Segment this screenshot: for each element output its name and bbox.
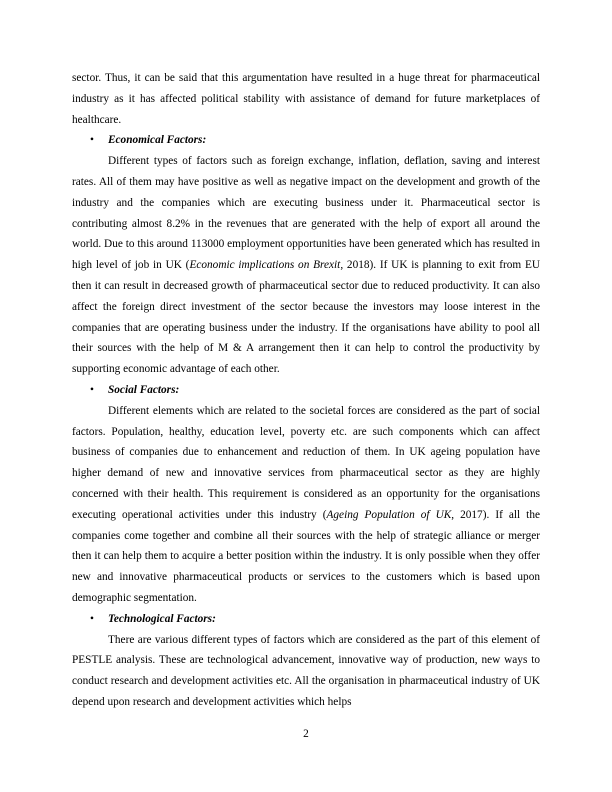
paragraph-text: , 2017). If all the companies come together and combine all their sources with the help of strategic alliance or merger then it can help them to acquire a better position within the industry. It is only possible when they offer new and innovative pharmaceutical products or services to the customers which is based upon demographic segmentation.: [72, 508, 540, 604]
heading-text: Technological Factors:: [108, 612, 216, 625]
paragraph-text: Different elements which are related to the societal forces are considered as the part of social factors. Population, healthy, education level, poverty etc. are such components which can affect business of companies due to enhancement and reduction of them. In UK ageing population have higher demand of new and innovative services from pharmaceutical sector as they are highly concerned with their health. This requirement is considered as an opportunity for the organisations executing operational activities under this industry (: [72, 404, 540, 521]
heading-economical-factors: [72, 130, 540, 151]
citation: Economic implications on Brexit: [189, 259, 341, 272]
paragraph-technological-factors: [72, 630, 540, 713]
bullet-icon: •: [90, 612, 94, 625]
heading-text: Economical Factors:: [108, 134, 207, 147]
intro-paragraph: sector. Thus, it can be said that this argumentation have resulted in a huge threat for pharmaceutical industry as it has affected political stability with assistance of demand for future marketplaces of healthcare.: [72, 72, 540, 126]
document-body: [72, 68, 540, 713]
citation: Ageing Population of UK: [326, 508, 452, 521]
paragraph-text: Different types of factors such as foreign exchange, inflation, deflation, saving and interest rates. All of them may have positive as well as negative impact on the development and growth of the industry and the companies which are executing business under it. Pharmaceutical sector is contributing almost 8.2% in the revenues that are generated with the help of export all around the world. Due to this around 113000 employment opportunities have been generated which has resulted in high level of job in UK (: [72, 155, 540, 272]
paragraph-text: There are various different types of factors which are considered as the part of this element of PESTLE analysis. These are technological advancement, innovative way of production, new ways to conduct research and development activities etc. All the organisation in pharmaceutical industry of UK depend upon research and development activities which helps: [72, 633, 540, 708]
heading-text: Social Factors:: [108, 383, 180, 396]
bullet-icon: •: [90, 134, 94, 147]
paragraph-text: , 2018). If UK is planning to exit from EU then it can result in decreased growth of pharmaceutical sector due to reduced productivity. It can also affect the foreign direct investment of the sector because the investors may loose interest in the companies that are operating business under the industry. If the organisations have ability to pool all their sources with the help of M & A arrangement then it can help to control the productivity by supporting economic advantage of each other.: [72, 259, 541, 376]
paragraph-social-factors: [72, 401, 540, 609]
heading-technological-factors: [72, 609, 540, 630]
page-number: 2: [303, 728, 309, 740]
paragraph-economical-factors: [72, 151, 540, 380]
heading-social-factors: [72, 380, 540, 401]
bullet-icon: •: [90, 383, 94, 396]
